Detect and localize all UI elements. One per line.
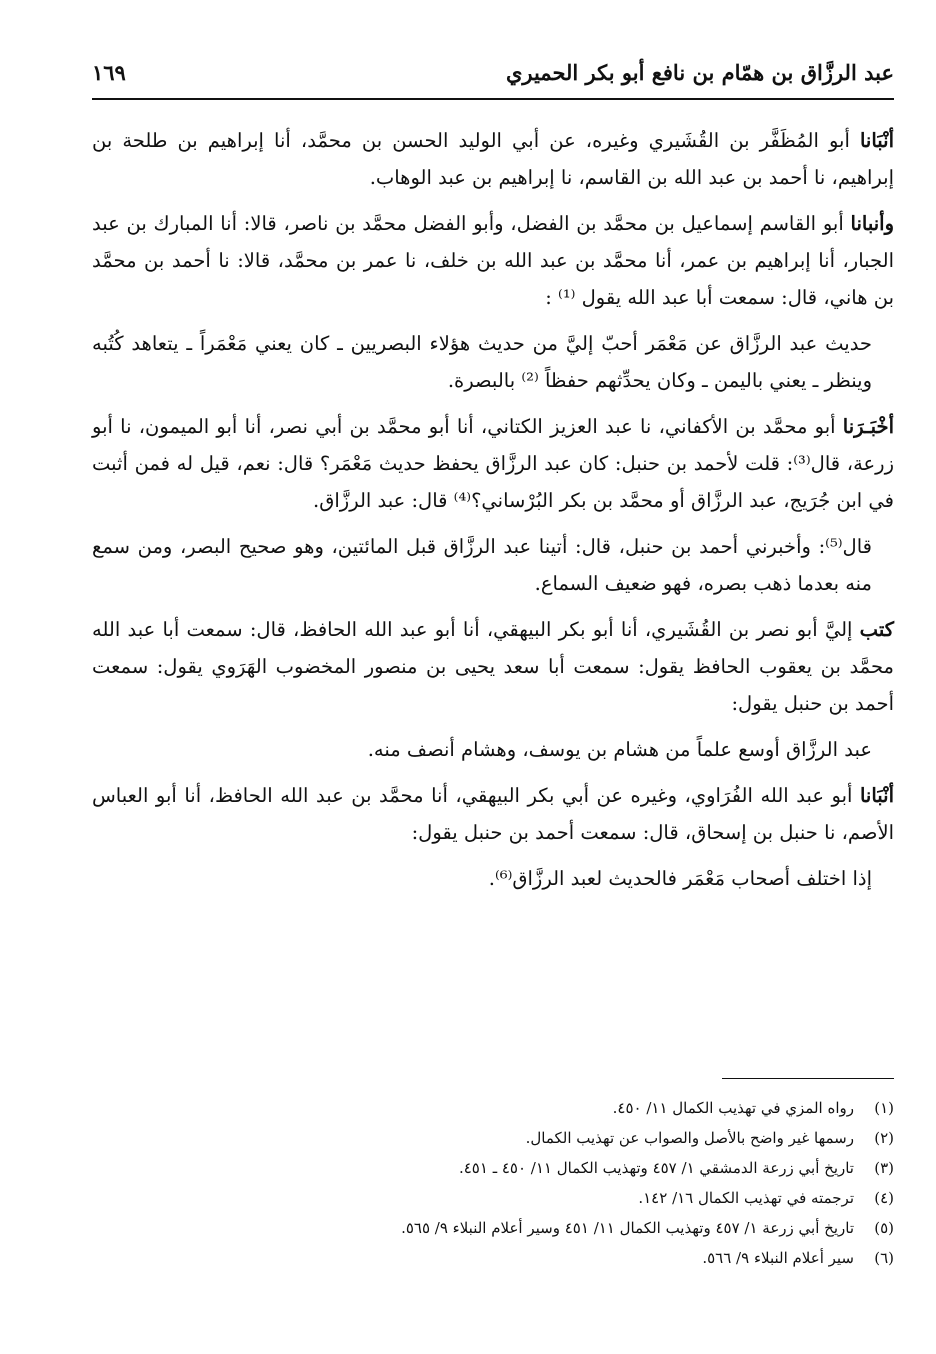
footnote-text: سير أعلام النبلاء ٩/ ٥٦٦. [702,1249,854,1267]
paragraph-1 [92,122,894,196]
paragraph-text: أبو المُظَفَّر بن القُشَيري وغيره، عن أبي الوليد الحسن بن محمَّد، أنا إبراهيم بن طلحة بن إبراهيم، نا أحمد بن عبد الله بن القاسم، نا إبراهيم بن عبد الوهاب. [92,129,894,189]
paragraph-lead: أنْبَانا [859,129,894,152]
footnote-text: رسمها غير واضح بالأصل والصواب عن تهذيب الكمال. [525,1129,854,1147]
footnote-5 [92,1213,894,1243]
paragraph-2 [92,205,894,316]
footnote-number: (٤) [874,1189,894,1207]
page-header [92,58,894,100]
paragraph-lead: أخْبَـرَنا [842,415,894,438]
footnote-number: (١) [874,1099,894,1117]
footnote-text: تاريخ أبي زرعة الدمشقي ١/ ٤٥٧ وتهذيب الكمال ١١/ ٤٥٠ ـ ٤٥١. [458,1159,854,1177]
footnote-number: (٣) [874,1159,894,1177]
footnote-1 [92,1093,894,1123]
footnotes [92,1078,894,1273]
footnote-6 [92,1243,894,1273]
footnote-text: ترجمته في تهذيب الكمال ١٦/ ١٤٢. [638,1189,854,1207]
paragraph-text: إليَّ أبو نصر بن القُشَيري، أنا أبو بكر البيهقي، أنا أبو عبد الله الحافظ، قال: سمعت أبا عبد الله محمَّد بن يعقوب الحافظ يقول: سمعت أبا سعد يحيى بن منصور المخضوب الهَرَوي يقول: سمعت أحمد بن حنبل يقول: [92,618,894,715]
footnote-4 [92,1183,894,1213]
footnote-text: رواه المزي في تهذيب الكمال ١١/ ٤٥٠. [612,1099,854,1117]
paragraph-text: عبد الرزَّاق أوسع علماً من هشام بن يوسف، وهشام أنصف منه. [367,738,872,761]
paragraph-text: أبو محمَّد بن الأكفاني، نا عبد العزيز الكتاني، أنا أبو محمَّد بن أبي نصر، أنا أبو الميمون، نا أبو زرعة، قال⁽³⁾: قلت لأحمد بن حنبل: كان عبد الرزَّاق يحفظ حديث مَعْمَر؟ قال: نعم، قيل له فمن أثبت في ابن جُرَيج، عبد الرزَّاق أو محمَّد بن بكر البُرْساني؟⁽⁴⁾ قال: عبد الرزَّاق. [92,415,894,512]
page-number: ١٦٩ [92,60,126,85]
footnote-divider [722,1078,894,1079]
paragraph-4 [92,408,894,519]
paragraph-text: أبو القاسم إسماعيل بن محمَّد بن الفضل، وأبو الفضل محمَّد بن ناصر، قالا: أنا المبارك بن عبد الجبار، أنا إبراهيم بن عمر، أنا محمَّد بن عبد الله بن خلف، نا عمر بن محمَّد، قالا: نا أحمد بن محمَّد بن هاني، قال: سمعت أبا عبد الله يقول ⁽¹⁾ : [92,212,894,309]
footnote-number: (٥) [874,1219,894,1237]
paragraph-5 [92,528,894,602]
main-text [92,122,894,906]
quote-paragraph-3 [92,860,894,897]
paragraph-text: إذا اختلف أصحاب مَعْمَر فالحديث لعبد الرزَّاق⁽⁶⁾. [488,867,872,890]
footnote-3 [92,1153,894,1183]
running-title: عبد الرزَّاق بن همّام بن نافع أبو بكر الحميري [505,60,894,85]
paragraph-lead: أنْبَانا [859,784,894,807]
quote-paragraph-1 [92,325,894,399]
paragraph-6 [92,611,894,722]
footnote-number: (٦) [874,1249,894,1267]
footnote-text: تاريخ أبي زرعة ١/ ٤٥٧ وتهذيب الكمال ١١/ ٤٥١ وسير أعلام النبلاء ٩/ ٥٦٥. [401,1219,854,1237]
footnote-number: (٢) [874,1129,894,1147]
footnote-2 [92,1123,894,1153]
paragraph-lead: كتب [859,618,894,641]
quote-paragraph-2 [92,731,894,768]
paragraph-lead: وأنبانا [850,212,894,235]
paragraph-8 [92,777,894,851]
paragraph-text: قال⁽⁵⁾: وأخبرني أحمد بن حنبل، قال: أتينا عبد الرزَّاق قبل المائتين، وهو صحيح البصر، ومن سمع منه بعدما ذهب بصره، فهو ضعيف السماع. [92,535,872,595]
paragraph-text: أبو عبد الله الفُرَاوي، وغيره عن أبي بكر البيهقي، أنا محمَّد بن عبد الله الحافظ، أنا أبو العباس الأصم، نا حنبل بن إسحاق، قال: سمعت أحمد بن حنبل يقول: [92,784,894,844]
paragraph-text: حديث عبد الرزَّاق عن مَعْمَر أحبّ إليَّ من حديث هؤلاء البصريين ـ كان يعني مَعْمَراً ـ يتعاهد كُتُبه وينظر ـ يعني باليمن ـ وكان يحدِّثهم حفظاً ⁽²⁾ بالبصرة. [92,332,872,392]
